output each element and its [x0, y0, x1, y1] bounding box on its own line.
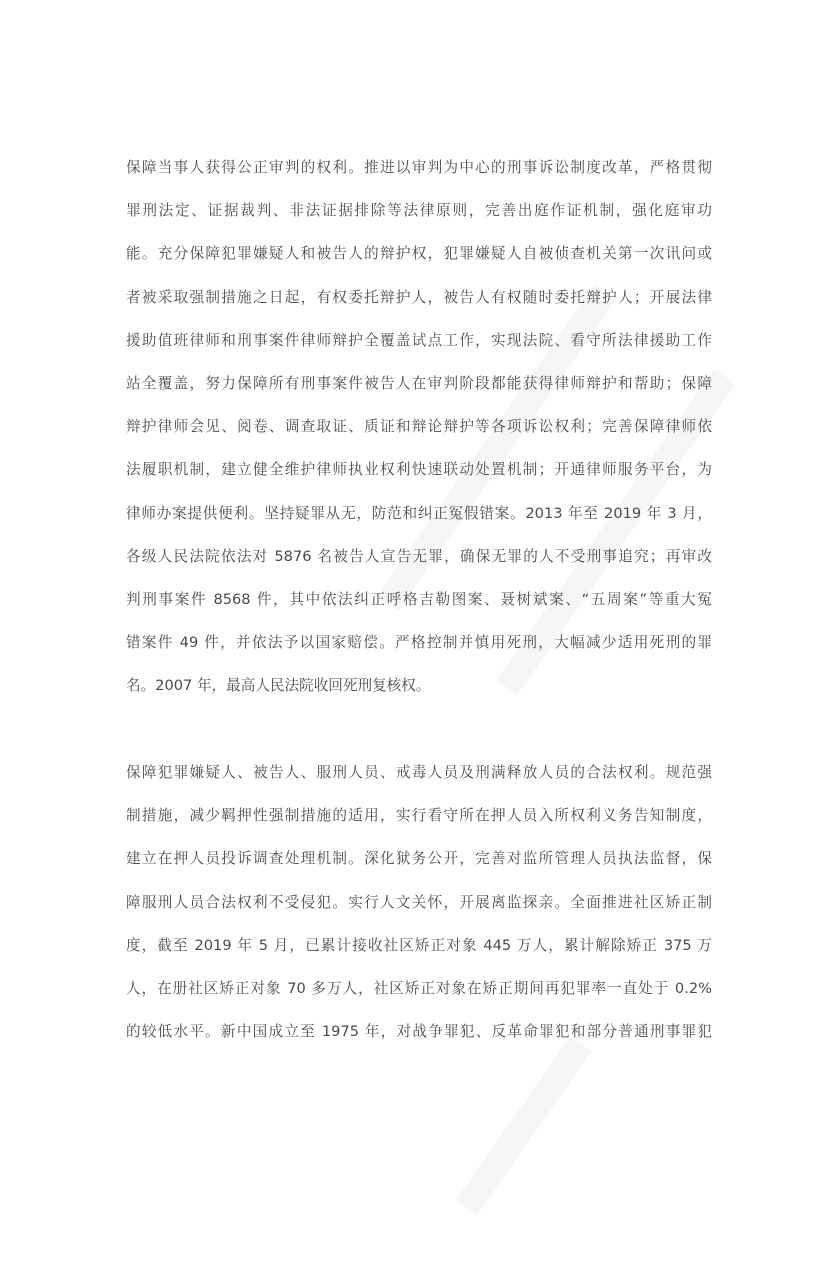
text-line: 能。充分保障犯罪嫌疑人和被告人的辩护权，犯罪嫌疑人自被侦查机关第一次讯问或 — [126, 245, 712, 263]
text-line: 度，截至 2019 年 5 月，已累计接收社区矫正对象 445 万人，累计解除矫正 375 万 — [126, 936, 712, 954]
text-line: 制措施，减少羁押性强制措施的适用，实行看守所在押人员入所权利义务告知制度， — [126, 807, 712, 825]
text-line: 建立在押人员投诉调查处理机制。深化狱务公开，完善对监所管理人员执法监督，保 — [126, 850, 712, 868]
text-line: 罪刑法定、证据裁判、非法证据排除等法律原则，完善出庭作证机制，强化庭审功 — [126, 202, 712, 220]
text-line: 辩护律师会见、阅卷、调查取证、质证和辩论辩护等各项诉讼权利；完善保障律师依 — [126, 418, 712, 436]
text-line: 人，在册社区矫正对象 70 多万人，社区矫正对象在矫正期间再犯罪率一直处于 0.2% — [126, 979, 712, 997]
text-line: 保障犯罪嫌疑人、被告人、服刑人员、戒毒人员及刑满释放人员的合法权利。规范强 — [126, 764, 712, 781]
text-line: 援助值班律师和刑事案件律师辩护全覆盖试点工作，实现法院、看守所法律援助工作 — [126, 331, 712, 349]
watermark — [456, 1036, 690, 1284]
text-line: 站全覆盖，努力保障所有刑事案件被告人在审判阶段都能获得律师辩护和帮助；保障 — [126, 374, 712, 392]
text-line: 判刑事案件 8568 件，其中依法纠正呼格吉勒图案、聂树斌案、“五周案”等重大冤 — [126, 590, 712, 608]
text-line: 各级人民法院依法对 5876 名被告人宣告无罪，确保无罪的人不受刑事追究；再审改 — [126, 547, 712, 565]
text-line: 名。2007 年，最高人民法院收回死刑复核权。 — [126, 677, 431, 695]
text-line: 的较低水平。新中国成立至 1975 年，对战争罪犯、反革命罪犯和部分普通刑事罪犯 — [126, 1023, 712, 1041]
text-line: 律师办案提供便利。坚持疑罪从无，防范和纠正冤假错案。2013 年至 2019 年 3 月， — [126, 504, 712, 522]
text-line: 保障当事人获得公正审判的权利。推进以审判为中心的刑事诉讼制度改革，严格贯彻 — [126, 159, 712, 176]
paragraph-detainee-rights — [126, 751, 712, 1053]
text-line: 障服刑人员合法权利不受侵犯。实行人文关怀，开展离监探亲。全面推进社区矫正制 — [126, 893, 712, 911]
text-line: 法履职机制，建立健全维护律师执业权利快速联动处置机制；开通律师服务平台，为 — [126, 461, 712, 479]
text-line: 者被采取强制措施之日起，有权委托辩护人，被告人有权随时委托辩护人；开展法律 — [126, 288, 712, 306]
text-line: 错案件 49 件，并依法予以国家赔偿。严格控制并慎用死刑，大幅减少适用死刑的罪 — [126, 634, 712, 652]
paragraph-fair-trial-rights — [126, 146, 712, 707]
